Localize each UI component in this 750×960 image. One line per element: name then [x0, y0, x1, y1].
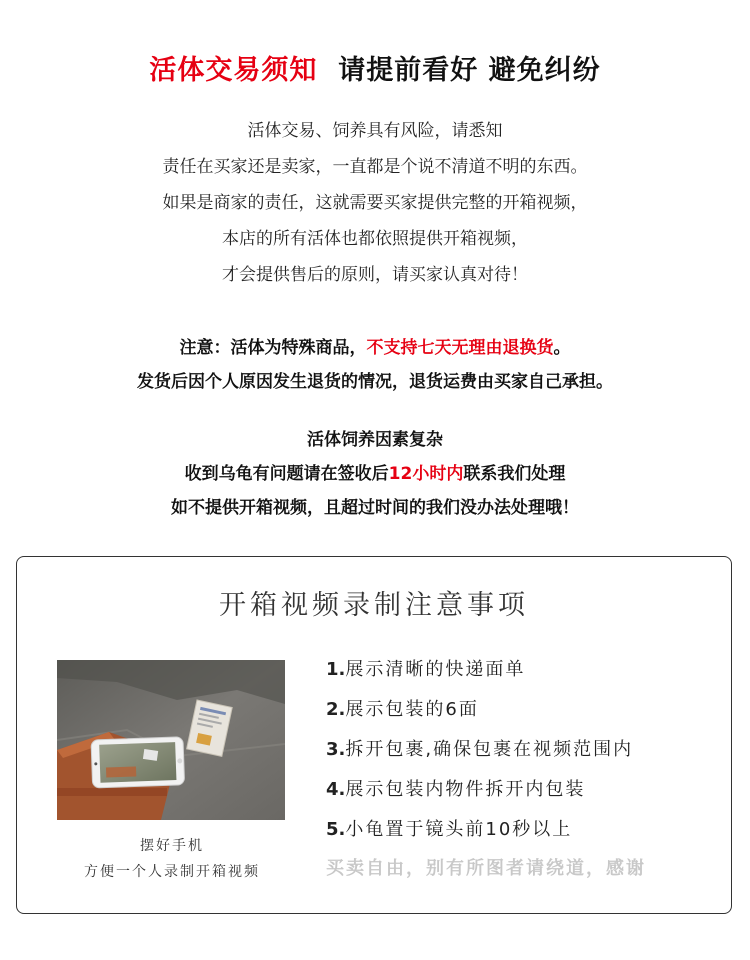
- photo-caption-1: 摆好手机: [140, 838, 204, 854]
- list-item: [326, 815, 726, 855]
- notice-line-1: [0, 331, 750, 365]
- care-line2-suffix: 联系我们处理: [463, 464, 566, 484]
- care-line2-prefix: 收到乌龟有问题请在签收后: [184, 464, 389, 484]
- care-line-2: [0, 457, 750, 491]
- step-number: 2.: [326, 699, 346, 720]
- care-line2-red: 12小时内: [388, 464, 464, 484]
- care-line-1: 活体饲养因素复杂: [307, 430, 443, 450]
- video-guide-box: [16, 556, 732, 914]
- intro-line: 才会提供售后的原则，请买家认真对待！: [222, 265, 528, 285]
- notice-prefix: 注意：活体为特殊商品，: [179, 338, 367, 358]
- list-item: [326, 775, 726, 815]
- notice-line-2: 发货后因个人原因发生退货的情况，退货运费由买家自己承担。: [137, 372, 613, 392]
- watermark-text: 买卖自由，别有所图者请绕道，感谢: [326, 858, 646, 879]
- step-number: 1.: [326, 659, 346, 680]
- notice-red: 不支持七天无理由退换货: [366, 338, 554, 358]
- care-paragraph: [0, 423, 750, 525]
- list-item: [326, 735, 726, 775]
- intro-line: 本店的所有活体也都依照提供开箱视频，: [222, 229, 528, 249]
- step-text: 展示清晰的快递面单: [345, 659, 526, 680]
- phone-setup-illustration: [57, 660, 285, 820]
- intro-line: 责任在买家还是卖家，一直都是个说不清道不明的东西。: [162, 157, 588, 177]
- title-black: 请提前看好 避免纠纷: [338, 55, 601, 86]
- box-title: 开箱视频录制注意事项: [219, 590, 529, 621]
- notice-suffix: 。: [553, 338, 571, 358]
- step-text: 展示包装的6面: [345, 699, 479, 720]
- notice-paragraph: [0, 331, 750, 399]
- step-text: 小龟置于镜头前10秒以上: [345, 819, 573, 840]
- step-number: 4.: [326, 779, 346, 800]
- title-red: 活体交易须知: [149, 55, 318, 86]
- step-text: 展示包装内物件拆开内包装: [345, 779, 586, 800]
- intro-line: 如果是商家的责任，这就需要买家提供完整的开箱视频，: [162, 193, 588, 213]
- page-title: [0, 48, 750, 87]
- step-number: 5.: [326, 819, 346, 840]
- step-text: 拆开包裹,确保包裹在视频范围内: [345, 739, 634, 760]
- care-line-3: 如不提供开箱视频，且超过时间的我们没办法处理哦！: [171, 498, 579, 518]
- intro-line: 活体交易、饲养具有风险，请悉知: [247, 121, 503, 141]
- phone-setup-photo: [57, 660, 285, 820]
- intro-paragraph: [0, 113, 750, 293]
- step-number: 3.: [326, 739, 346, 760]
- photo-caption-2: 方便一个人录制开箱视频: [84, 864, 260, 880]
- list-item: [326, 655, 726, 695]
- list-item: [326, 695, 726, 735]
- steps-list: [326, 655, 726, 855]
